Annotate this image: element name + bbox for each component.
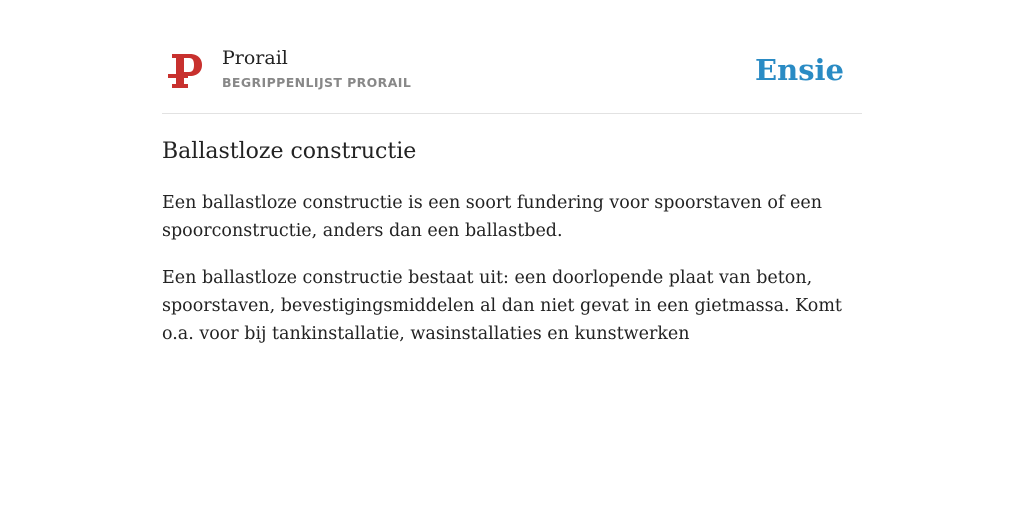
- prorail-logo-icon[interactable]: [168, 50, 204, 92]
- definition-paragraph: Een ballastloze constructie bestaat uit: een doorlopende plaat van beton, spoorstaven, bevestigingsmiddelen al dan niet gevat in een gietmassa. Komt o.a. voor bij tankinstallatie, wasinstallaties en kunstwerken: [162, 268, 842, 344]
- brand-subtitle[interactable]: BEGRIPPENLIJST PRORAIL: [222, 75, 412, 90]
- page: [162, 0, 862, 344]
- brand-name[interactable]: Prorail: [222, 47, 288, 69]
- definition: [162, 189, 862, 367]
- ensie-home-link[interactable]: Ensie: [755, 53, 844, 87]
- header: [162, 0, 862, 114]
- definition-paragraph: Een ballastloze constructie is een soort fundering voor spoorstaven of een spoorconstructie, anders dan een ballastbed.: [162, 193, 822, 241]
- term-title: Ballastloze constructie: [162, 139, 417, 164]
